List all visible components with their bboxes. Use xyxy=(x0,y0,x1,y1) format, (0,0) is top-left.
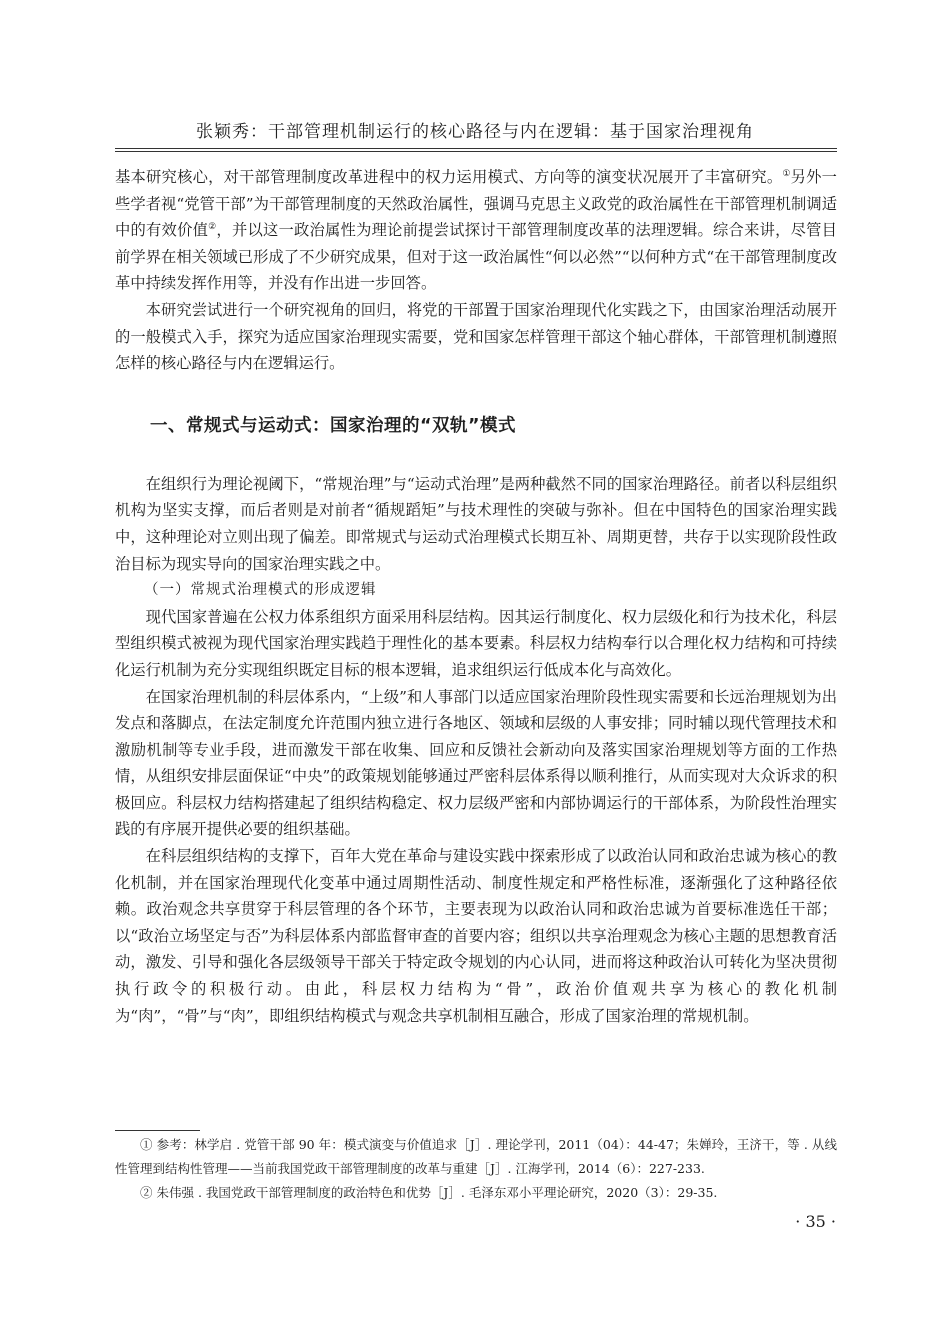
section-heading-1: 一、常规式与运动式：国家治理的“双轨”模式 xyxy=(150,415,517,436)
footnotes xyxy=(115,1133,837,1205)
footnote-separator xyxy=(115,1130,200,1131)
footnote-1: ① 参考：林学启 . 党管干部 90 年：模式演变与价值追求［J］. 理论学刊，2011（04）：44-47；朱婵玲，王济干，等 . 从线性管理到结构性管理——当前我国党政干部管理制度的改革与重建［J］. 江海学刊，2014（6）：227-233. xyxy=(115,1137,837,1176)
main-body xyxy=(115,164,837,1029)
paragraph-1c-text: ，并以这一政治属性为理论前提尝试探讨干部管理制度改革的法理逻辑。综合来讲，尽管目前学界在相关领域已形成了不少研究成果，但对于这一政治属性“何以必然”“以何种方式“在干部管理制度改革中持续发挥作用等，并没有作出进一步回答。 xyxy=(115,221,837,293)
footnote-ref-1: ① xyxy=(782,168,791,179)
header-rule-bottom xyxy=(115,151,837,152)
paragraph-3: 在组织行为理论视阈下，“常规治理”与“运动式治理”是两种截然不同的国家治理路径。前者以科层组织机构为坚实支撑，而后者则是对前者“循规蹈矩”与技术理性的突破与弥补。但在中国特色的国家治理实践中，这种理论对立则出现了偏差。即常规式与运动式治理模式长期互补、周期更替，共存于以实现阶段性政治目标为现实导向的国家治理实践之中。 xyxy=(115,474,837,573)
paragraph-5: 在国家治理机制的科层体系内，“上级”和人事部门以适应国家治理阶段性现实需要和长远治理规划为出发点和落脚点，在法定制度允许范围内独立进行各地区、领域和层级的人事安排；同时辅以现代管理技术和激励机制等专业手段，进而激发干部在收集、回应和反馈社会新动向及落实国家治理规划等方面的工作热情，从组织安排层面保证“中央”的政策规划能够通过严密科层体系得以顺利推行，从而实现对大众诉求的积极回应。科层权力结构搭建起了组织结构稳定、权力层级严密和内部协调运行的干部体系，为阶段性治理实践的有序展开提供必要的组织基础。 xyxy=(115,687,837,839)
paragraph-1b-text: 另外一些学者视“党管干部”为干部管理制度的天然政治属性，强调马克思主义政党的政治属性在干部管理机制调适中的有效价值 xyxy=(115,168,837,240)
footnote-ref-2: ② xyxy=(208,222,217,233)
header-rule-top xyxy=(115,148,837,149)
paragraph-2: 本研究尝试进行一个研究视角的回归，将党的干部置于国家治理现代化实践之下，由国家治理活动展开的一般模式入手，探究为适应国家治理现实需要，党和国家怎样管理干部这个轴心群体，干部管理机制遵照怎样的核心路径与内在逻辑运行。 xyxy=(115,300,837,373)
running-header: 张颖秀：干部管理机制运行的核心路径与内在逻辑：基于国家治理视角 xyxy=(196,122,754,142)
subsection-heading-1: （一）常规式治理模式的形成逻辑 xyxy=(144,582,377,599)
paragraph-4: 现代国家普遍在公权力体系组织方面采用科层结构。因其运行制度化、权力层级化和行为技术化，科层型组织模式被视为现代国家治理实践趋于理性化的基本要素。科层权力结构奉行以合理化权力结构和可持续化运行机制为充分实现组织既定目标的根本逻辑，追求组织运行低成本化与高效化。 xyxy=(115,607,837,679)
page-number: · 35 · xyxy=(795,1212,836,1231)
footnote-2: ② 朱伟强 . 我国党政干部管理制度的政治特色和优势［J］. 毛泽东邓小平理论研究，2020（3）：29-35. xyxy=(140,1185,718,1200)
paragraph-6: 在科层组织结构的支撑下，百年大党在革命与建设实践中探索形成了以政治认同和政治忠诚为核心的教化机制，并在国家治理现代化变革中通过周期性活动、制度性规定和严格性标准，逐渐强化了这种路径依赖。政治观念共享贯穿于科层管理的各个环节，主要表现为以政治认同和政治忠诚为首要标准选任干部；以“政治立场坚定与否”为科层体系内部监督审查的首要内容；组织以共享治理观念为核心主题的思想教育活动，激发、引导和强化各层级领导干部关于特定政令规划的内心认同，进而将这种政治认可转化为坚决贯彻执行政令的积极行动。由此，科层权力结构为“骨”，政治价值观共享为核心的教化机制为“肉”，“骨”与“肉”，即组织结构模式与观念共享机制相互融合，形成了国家治理的常规机制。 xyxy=(115,847,837,1025)
paragraph-1-text: 基本研究核心，对干部管理制度改革进程中的权力运用模式、方向等的演变状况展开了丰富研究。 xyxy=(115,168,783,186)
paragraph-1 xyxy=(115,164,837,297)
